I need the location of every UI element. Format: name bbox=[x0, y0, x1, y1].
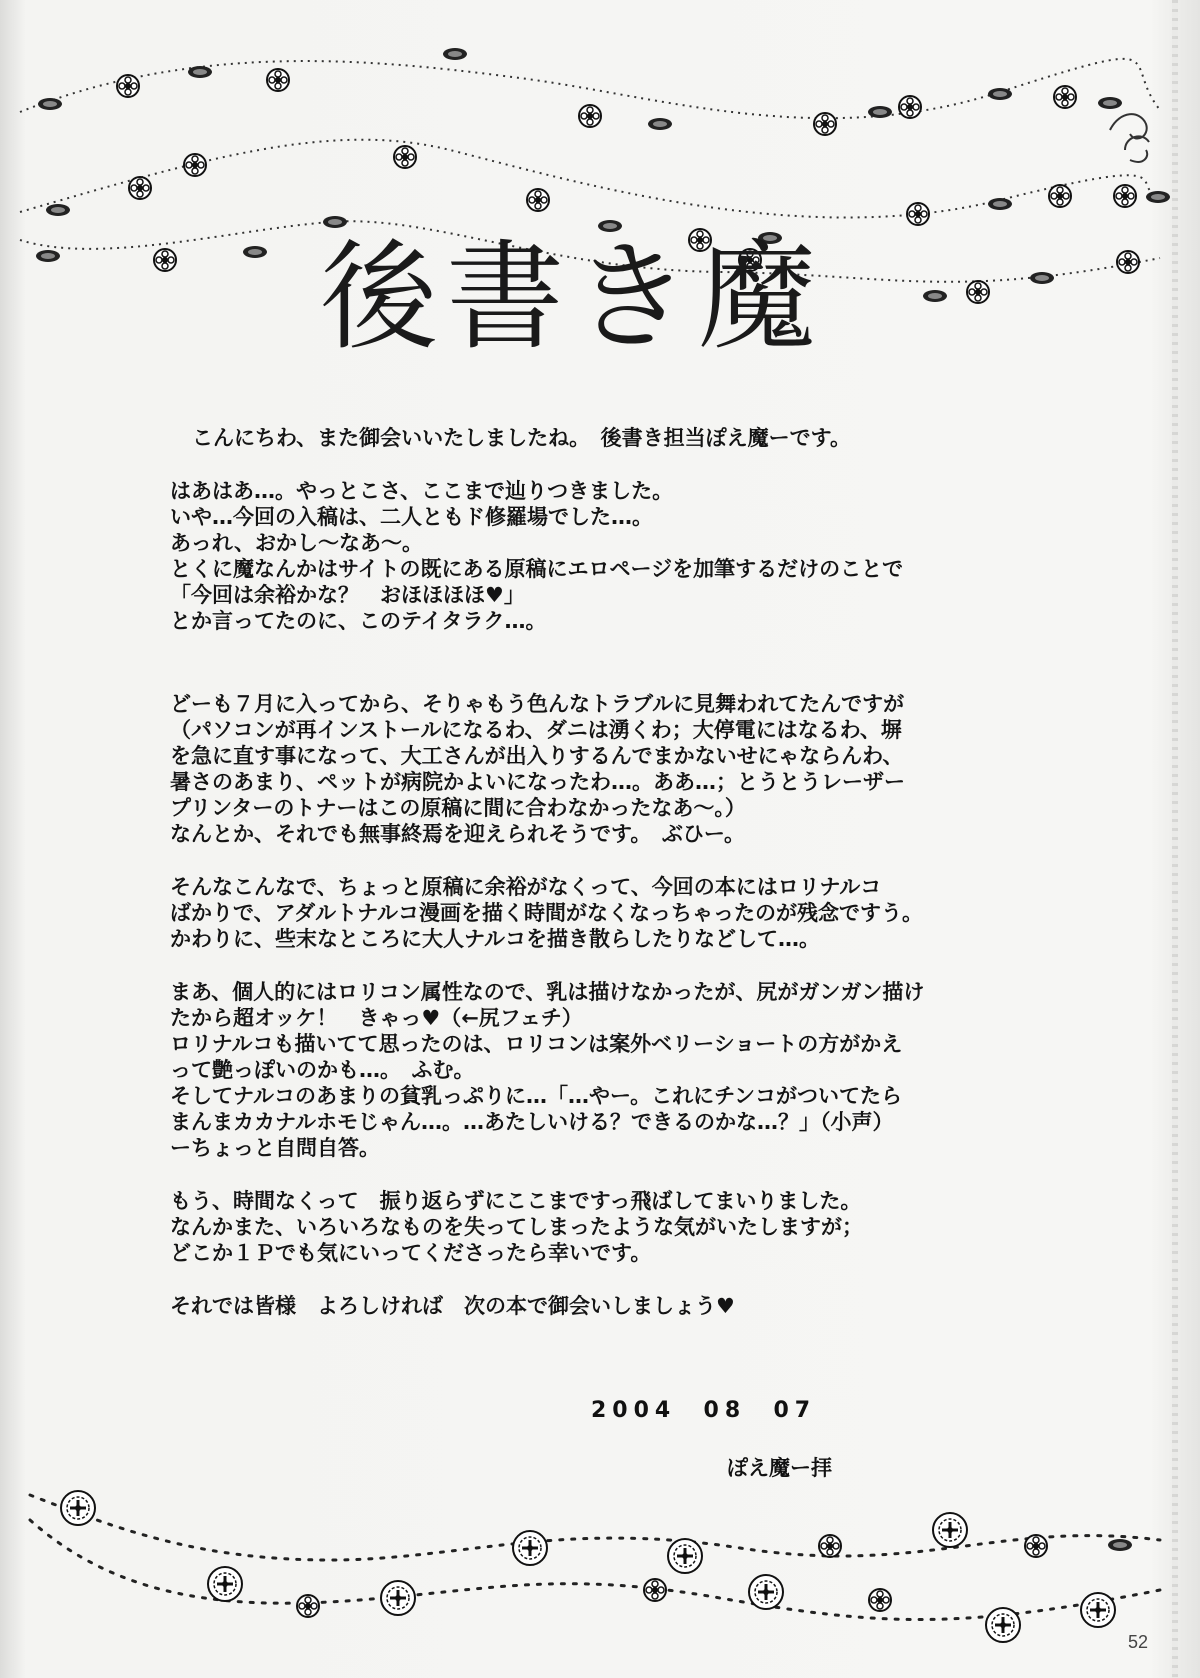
text-line: なんかまた、いろいろなものを失ってしまったような気がいたしますが； bbox=[170, 1215, 863, 1239]
text-line: そんなこんなで、ちょっと原稿に余裕がなくって、今回の本にはロリナルコ bbox=[170, 875, 882, 899]
paragraph bbox=[170, 874, 1050, 952]
text-line: なんとか、それでも無事終焉を迎えられそうです。 ぶひー。 bbox=[170, 822, 745, 846]
paragraph-closing bbox=[170, 1293, 1050, 1319]
text-line: どーも７月に入ってから、そりゃもう色んなトラブルに見舞われてたんですが bbox=[170, 692, 905, 716]
text-line: を急に直す事になって、大工さんが出入りするんでまかないせにゃならんわ、 bbox=[170, 744, 904, 768]
page-number: 52 bbox=[1128, 1632, 1149, 1652]
text-line: どこか１Ｐでも気にいってくださったら幸いです。 bbox=[170, 1241, 652, 1265]
afterword-title: 後書き魔 bbox=[320, 228, 825, 366]
paragraph bbox=[170, 979, 1050, 1161]
text-line: そしてナルコのあまりの貧乳っぷりに…「…やー。これにチンコがついてたら bbox=[170, 1084, 903, 1108]
text-line: それでは皆様 よろしければ 次の本で御会いしましょう♥ bbox=[170, 1294, 735, 1318]
text-line: もう、時間なくって 振り返らずにここまですっ飛ばしてまいりました。 bbox=[170, 1189, 862, 1213]
text-line: とか言ってたのに、このテイタラク…。 bbox=[170, 609, 547, 633]
paragraph bbox=[170, 1188, 1050, 1266]
text-line: プリンターのトナーはこの原稿に間に合わなかったなあ～。） bbox=[170, 796, 746, 820]
text-line: とくに魔なんかはサイトの既にある原稿にエロページを加筆するだけのことで bbox=[170, 557, 904, 581]
text-line: ロリナルコも描いてて思ったのは、ロリコンは案外ベリーショートの方がかえ bbox=[170, 1032, 903, 1056]
text-line: いや…今回の入稿は、二人ともド修羅場でした…。 bbox=[170, 505, 653, 529]
paragraph-greeting bbox=[170, 425, 1050, 451]
author-signature: ぽえ魔ー拝 bbox=[727, 1456, 832, 1480]
text-line: って艶っぽいのかも…。 ふむ。 bbox=[170, 1058, 475, 1082]
text-line: 「今回は余裕かな？ おほほほほ♥」 bbox=[170, 583, 525, 607]
text-line: こんにちわ、また御会いいたしましたね。 後書き担当ぽえ魔ーです。 bbox=[192, 426, 851, 450]
text-line: まんまカカナルホモじゃん…。…あたしいける？できるのかな…？」（小声） bbox=[170, 1110, 894, 1134]
text-line: 暑さのあまり、ペットが病院かよいになったわ…。ああ…；とうとうレーザー bbox=[170, 770, 905, 794]
paragraph bbox=[170, 478, 1050, 634]
text-line: あっれ、おかし～なあ～。 bbox=[170, 531, 424, 555]
paragraph bbox=[170, 691, 1050, 847]
afterword-body bbox=[170, 425, 1050, 1319]
text-line: たから超オッケ！ きゃっ♥（←尻フェチ） bbox=[170, 1006, 583, 1030]
text-line: まあ、個人的にはロリコン属性なので、乳は描けなかったが、尻がガンガン描け bbox=[170, 980, 925, 1004]
text-line: はあはあ…。やっとこさ、ここまで辿りつきました。 bbox=[170, 479, 674, 503]
text-line: ばかりで、アダルトナルコ漫画を描く時間がなくなっちゃったのが残念ですう。 bbox=[170, 901, 924, 925]
afterword-date: 2004 08 07 bbox=[591, 1398, 817, 1423]
text-line: かわりに、些末なところに大人ナルコを描き散らしたりなどして…。 bbox=[170, 927, 820, 951]
text-line: ーちょっと自問自答。 bbox=[170, 1136, 380, 1160]
text-line: （パソコンが再インストールになるわ、ダニは湧くわ；大停電にはなるわ、塀 bbox=[170, 718, 902, 742]
